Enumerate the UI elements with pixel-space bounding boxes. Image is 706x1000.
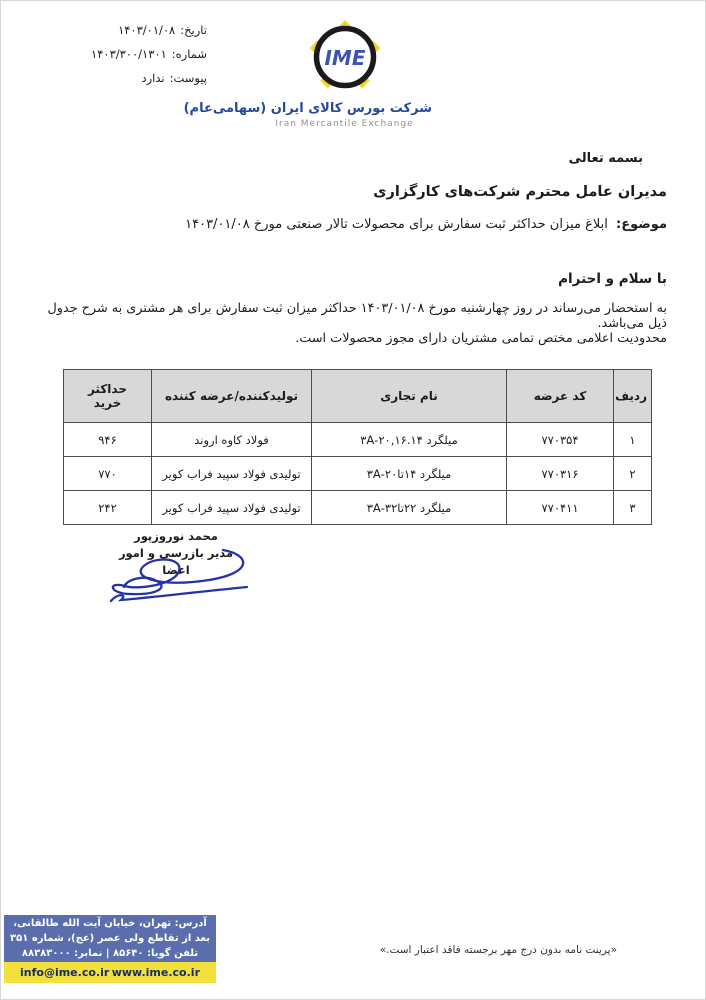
number-value: ۱۴۰۳/۳۰۰/۱۳۰۱ [91,47,167,61]
ime-logo-icon [301,15,389,99]
header-max-buy: حداکثر خرید [64,370,152,423]
row-number-cell: ۲ [614,457,652,491]
signatory-title: مدیر بازرسی و امور اعضا [118,546,234,577]
trade-name-cell: میلگرد ۲۲تا۳۲-۳A [312,491,507,525]
table-row [64,491,652,525]
header-trade-name: نام تجاری [312,370,507,423]
subject-label: موضوع: [616,217,667,232]
header-row-number: ردیف [614,370,652,423]
ime-monogram: IME [323,46,366,70]
recipient-line: مدیران عامل محترم شرکت‌های کارگزاری [373,184,667,200]
letterhead-meta [39,23,207,95]
trade-name-cell: میلگرد ۲۰,۱۶.۱۴-۳A [312,423,507,457]
table-row [64,457,652,491]
table-header-row [64,370,652,423]
number-field [39,47,207,61]
address-line: آدرس: تهران، خیابان آیت الله طالقانی، [13,918,207,929]
attachment-value: ندارد [141,71,165,85]
phone-line: تلفن گویا: ۸۵۶۴۰ | نمابر: ۸۸۳۸۳۰۰۰ [21,947,199,959]
row-number-cell: ۱ [614,423,652,457]
date-value: ۱۴۰۳/۰۱/۰۸ [118,23,176,37]
header-producer: تولیدکننده/عرضه کننده [152,370,312,423]
company-name-fa: شرکت بورس کالای ایران (سهامی‌عام) [183,101,432,116]
max-buy-cell: ۷۷۰ [64,457,152,491]
salutation: با سلام و احترام [558,271,667,287]
trade-name-cell: میلگرد ۱۴تا۲۰-۳A [312,457,507,491]
validity-note: «پرینت نامه بدون درج مهر برجسته فاقد اعتبار است.» [379,944,617,956]
basmala: بسمه تعالی [568,151,643,166]
contact-bar [4,962,216,983]
number-label: شماره: [171,47,207,61]
signatory-name: محمد نوروزپور [134,529,218,543]
supply-code-cell: ۷۷۰۳۵۴ [507,423,614,457]
supply-code-cell: ۷۷۰۴۱۱ [507,491,614,525]
attachment-label: پیوست: [169,71,207,85]
body-paragraph-line1: به استحضار می‌رساند در روز چهارشنبه مورخ ۱۴۰۳/۰۱/۰۸ حداکثر میزان ثبت سفارش برای هر مشتری به شرح جدول ذیل می‌باشد. [47,301,667,331]
row-number-cell: ۳ [614,491,652,525]
producer-cell: فولاد کاوه اروند [152,423,312,457]
signature-scribble [97,542,265,612]
body-paragraph-line2: محدودیت اعلامی مختص تمامی مشتریان دارای مجوز محصولات است. [295,331,667,346]
max-buy-cell: ۲۴۲ [64,491,152,525]
header-supply-code: کد عرضه [507,370,614,423]
attachment-field [39,71,207,85]
producer-cell: تولیدی فولاد سپید فراب کویر [152,457,312,491]
date-label: تاریخ: [180,23,207,37]
email-address: info@ime.co.ir [20,966,110,979]
supply-code-cell: ۷۷۰۳۱۶ [507,457,614,491]
table-row [64,423,652,457]
date-field [39,23,207,37]
max-buy-cell: ۹۴۶ [64,423,152,457]
website-address: www.ime.co.ir [111,966,200,979]
address-line: بعد از تقاطع ولی عصر (عج)، شماره ۳۵۱ [10,932,210,944]
address-box [4,915,216,962]
subject-line [185,217,667,232]
order-limit-table [63,369,652,525]
subject-text: ابلاغ میزان حداکثر ثبت سفارش برای محصولات تالار صنعتی مورخ ۱۴۰۳/۰۱/۰۸ [185,217,608,232]
producer-cell: تولیدی فولاد سپید فراب کویر [152,491,312,525]
company-name-en: Iran Mercantile Exchange [275,119,414,129]
